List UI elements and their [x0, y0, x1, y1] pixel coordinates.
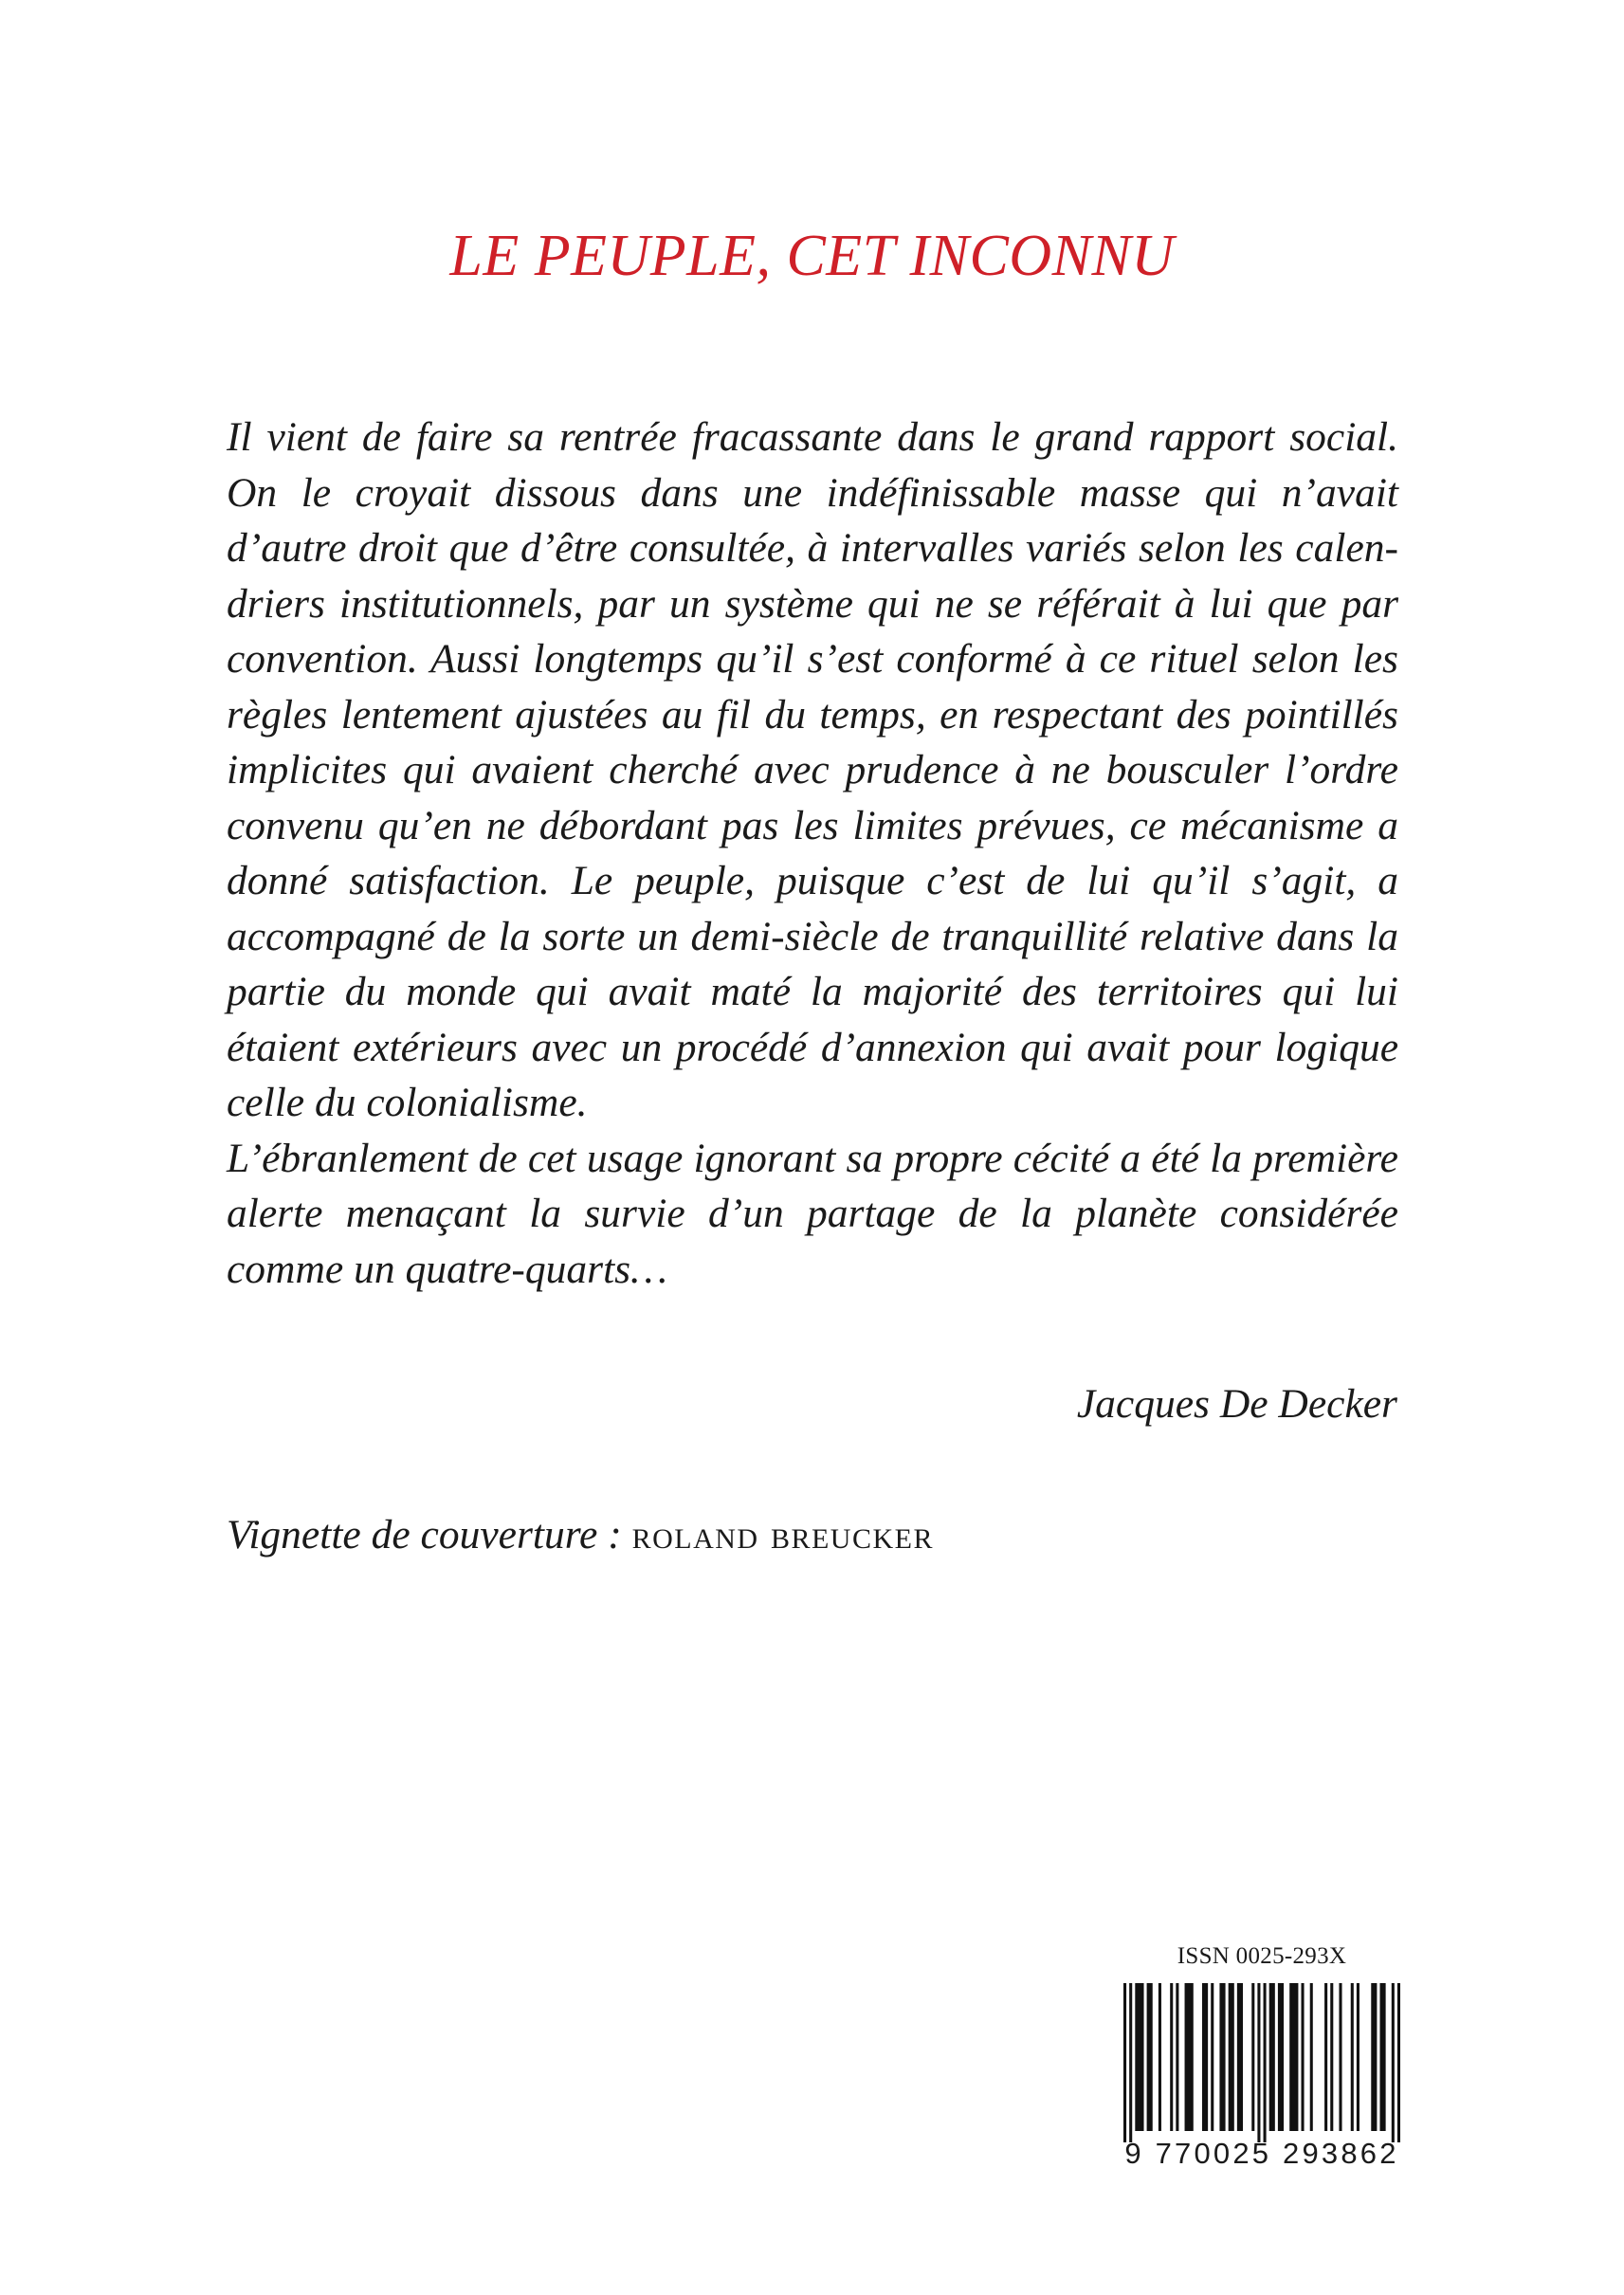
- barcode-guard-bar: [1123, 1983, 1126, 2142]
- barcode-bar: [1324, 1983, 1327, 2131]
- barcode-guard-bar: [1397, 1983, 1400, 2142]
- issn-label: ISSN 0025-293X: [1177, 1943, 1347, 1969]
- barcode-bar: [1310, 1983, 1313, 2131]
- barcode-guard-bar: [1392, 1983, 1395, 2142]
- barcode-bar: [1371, 1983, 1377, 2131]
- barcode-bar: [1269, 1983, 1275, 2131]
- barcode-graphic: [1123, 1983, 1400, 2142]
- barcode-bar: [1202, 1983, 1208, 2131]
- author-signature: Jacques De Decker: [1076, 1381, 1397, 1427]
- credit-name: roland breucker: [631, 1512, 934, 1557]
- barcode-bar: [1278, 1983, 1284, 2131]
- barcode-bar: [1170, 1983, 1173, 2131]
- barcode-bar: [1147, 1983, 1153, 2131]
- cover-title: LE PEUPLE, CET INCONNU: [449, 224, 1175, 288]
- barcode-bar: [1219, 1983, 1225, 2131]
- barcode-bar: [1229, 1983, 1234, 2131]
- barcode-bar: [1357, 1983, 1359, 2131]
- blurb: [227, 410, 1398, 1297]
- blurb-paragraph-1: Il vient de faire sa rentrée fracassante dans le grand rapport social. On le croyait dissous dans une indéfinissable masse qui n’avait d’autre droit que d’être consultée, à intervalles variés selon les calendriers institutionnels, par un système qui ne se référait à lui que par convention. Aussi longtemps qu’il s’est conformé à ce rituel selon les règles lentement ajustées au fil du temps, en respectant des pointillés implicites qui avaient cherché avec prudence à ne bousculer l’ordre convenu qu’en ne débordant pas les limites prévues, ce mécanisme a donné satisfaction. Le peuple, puisque c’est de lui qu’il s’agit, a accompagné de la sorte un demi-siècle de tranquillité relative dans la partie du monde qui avait maté la majorité des territoires qui lui étaient extérieurs avec un procédé d’annexion qui avait pour logique celle du colonialisme.: [227, 414, 1398, 1125]
- credit-label: Vignette de couverture :: [227, 1512, 622, 1557]
- barcode-bar: [1211, 1983, 1213, 2131]
- barcode-bar: [1185, 1983, 1194, 2131]
- barcode-bar: [1159, 1983, 1161, 2131]
- barcode-bar: [1301, 1983, 1304, 2131]
- barcode-digits: 9 770025 293862: [1124, 2137, 1399, 2170]
- cover-credit: [227, 1507, 934, 1563]
- barcode-bar: [1379, 1983, 1385, 2131]
- barcode-bar: [1351, 1983, 1354, 2131]
- barcode-guard-bar: [1264, 1983, 1267, 2142]
- barcode-bar: [1289, 1983, 1298, 2131]
- barcode-bar: [1176, 1983, 1178, 2131]
- issn-barcode-block: [1123, 1943, 1400, 2171]
- blurb-paragraph-2: L’ébranlement de cet usage ignorant sa propre cécité a été la première alerte menaçant la survie d’un partage de la planète considérée comme un quatre-quarts…: [227, 1135, 1398, 1292]
- barcode-bar: [1135, 1983, 1143, 2131]
- barcode-bar: [1251, 1983, 1254, 2131]
- barcode-bar: [1339, 1983, 1341, 2131]
- barcode-guard-bar: [1129, 1983, 1132, 2142]
- barcode-bar: [1330, 1983, 1333, 2131]
- barcode-bar: [1237, 1983, 1243, 2131]
- barcode-guard-bar: [1257, 1983, 1260, 2142]
